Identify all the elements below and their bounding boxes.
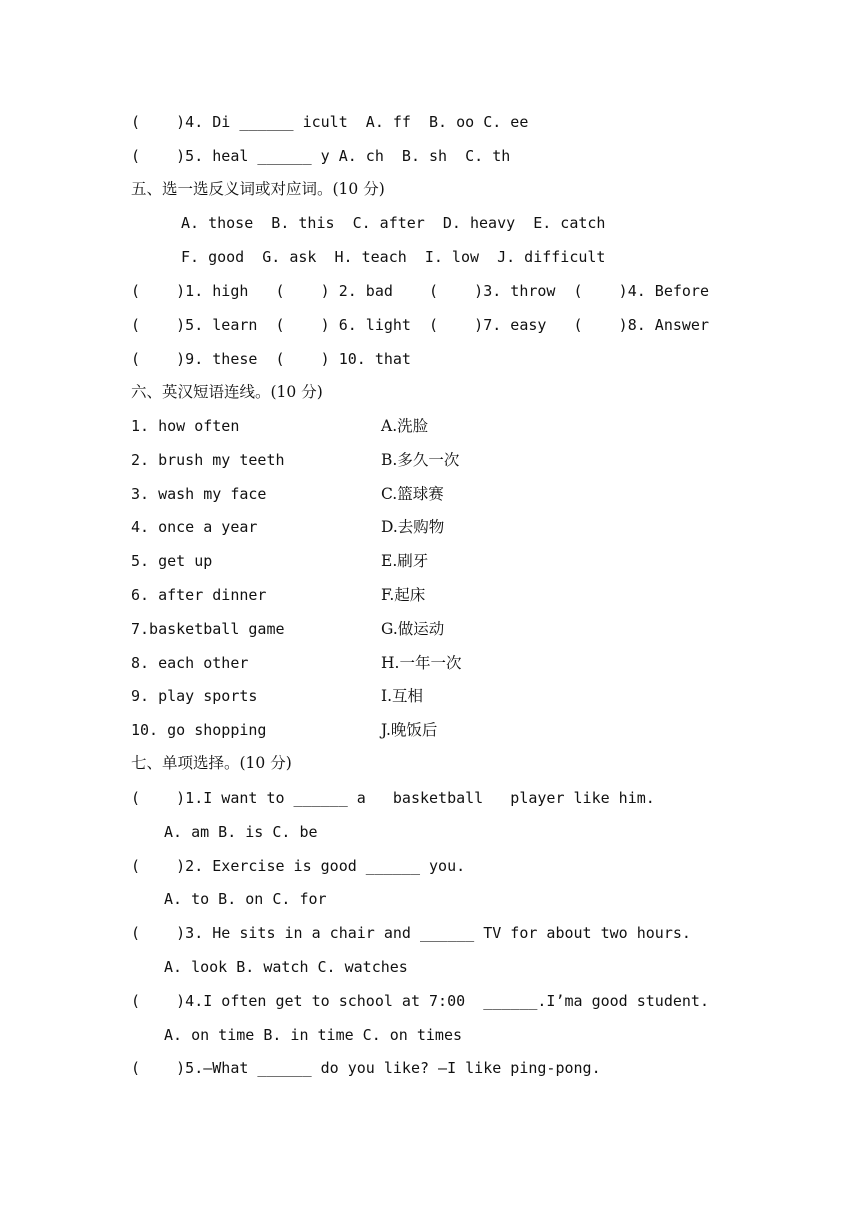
options-row: F. good G. ask H. teach I. low J. difficult xyxy=(181,248,606,266)
answer-options: A. am B. is C. be xyxy=(164,822,318,841)
section-six-heading: 六、英汉短语连线。(10 分) xyxy=(131,383,323,401)
answer-options: A. to B. on C. for xyxy=(164,890,327,909)
question-row: ( )1. high ( ) 2. bad ( )3. throw ( )4. Before xyxy=(131,282,709,300)
question-line: ( )5.—What ______ do you like? —I like ping-pong. xyxy=(131,1059,601,1078)
phrase-chinese: D.去购物 xyxy=(381,518,445,537)
question-row: ( )9. these ( ) 10. that xyxy=(131,350,411,368)
phrase-english: 5. get up xyxy=(131,552,213,571)
phrase-chinese: J.晚饭后 xyxy=(381,721,438,740)
phrase-english: 7.basketball game xyxy=(131,619,285,638)
phrase-english: 4. once a year xyxy=(131,518,258,537)
question-row: ( )5. learn ( ) 6. light ( )7. easy ( )8. Answer xyxy=(131,316,709,334)
phrase-chinese: B.多久一次 xyxy=(381,450,460,469)
question-line: ( )1.I want to ______ a basketball player like him. xyxy=(131,789,655,807)
question-line: ( )4.I often get to school at 7:00 ______.I’ma good student. xyxy=(131,991,709,1010)
answer-options: A. look B. watch C. watches xyxy=(164,958,408,976)
phrase-chinese: I.互相 xyxy=(381,687,424,706)
phrase-english: 3. wash my face xyxy=(131,484,267,503)
phrase-chinese: H.一年一次 xyxy=(381,653,462,672)
phrase-chinese: E.刷牙 xyxy=(381,552,429,571)
question-line: ( )3. He sits in a chair and ______ TV for about two hours. xyxy=(131,924,691,943)
section-seven-heading: 七、单项选择。(10 分) xyxy=(131,754,292,772)
phrase-chinese: A.洗脸 xyxy=(381,417,429,435)
phrase-english: 6. after dinner xyxy=(131,586,267,604)
phrase-chinese: F.起床 xyxy=(381,586,426,604)
question-line: ( )5. heal ______ y A. ch B. sh C. th xyxy=(131,147,511,165)
phrase-english: 2. brush my teeth xyxy=(131,450,285,469)
phrase-chinese: G.做运动 xyxy=(381,619,445,638)
phrase-english: 9. play sports xyxy=(131,687,258,706)
answer-options: A. on time B. in time C. on times xyxy=(164,1025,463,1044)
phrase-chinese: C.篮球赛 xyxy=(381,484,444,503)
phrase-english: 8. each other xyxy=(131,653,249,672)
options-row: A. those B. this C. after D. heavy E. catch xyxy=(181,214,606,232)
phrase-english: 1. how often xyxy=(131,417,240,435)
question-line: ( )2. Exercise is good ______ you. xyxy=(131,856,466,875)
section-five-heading: 五、选一选反义词或对应词。(10 分) xyxy=(131,180,385,198)
phrase-english: 10. go shopping xyxy=(131,721,267,740)
question-line: ( )4. Di ______ icult A. ff B. oo C. ee xyxy=(131,113,529,131)
